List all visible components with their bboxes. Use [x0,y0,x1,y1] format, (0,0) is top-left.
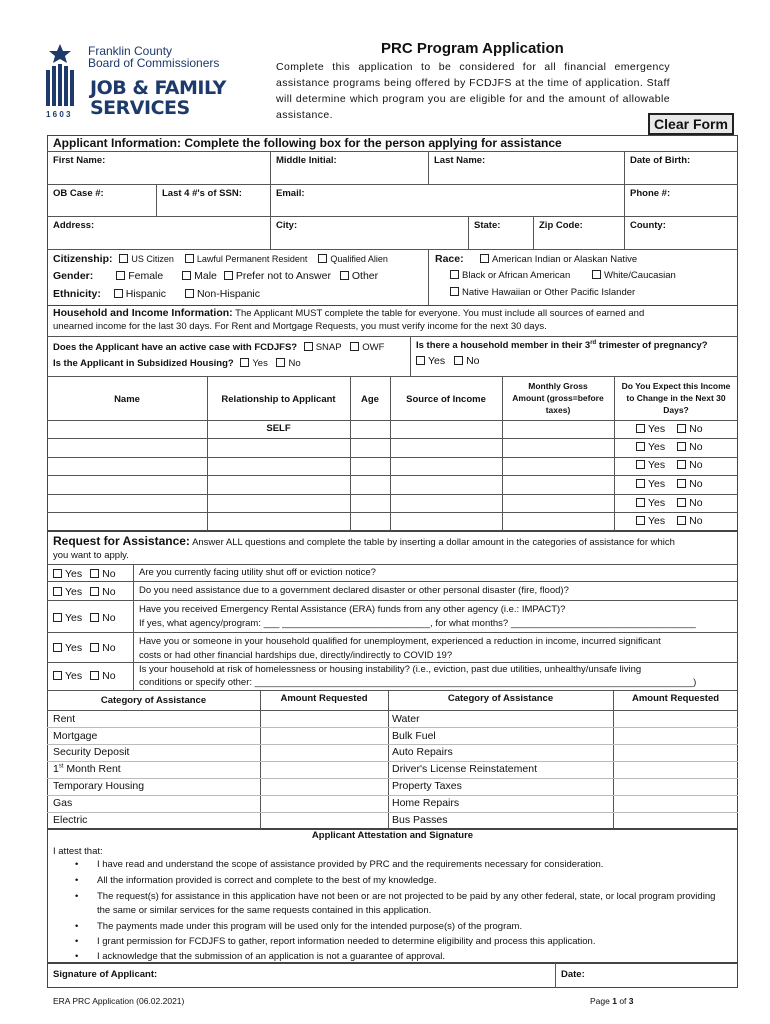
signature-label: Signature of Applicant: [53,969,158,980]
org-line2: Board of Commissioners [88,56,220,70]
phone-label: Phone #: [630,188,671,199]
category-bus-passes: Bus Passes [392,814,448,826]
income-change-row [636,478,703,490]
attestation-list [57,858,717,964]
category-home-repairs: Home Repairs [392,797,460,809]
q4-text-line1: Have you or someone in your household qualified for unemployment, experienced a reduction in income, incurred significant [139,636,661,647]
page-number: Page 1 of 3 [590,996,634,1006]
gender-row: Gender: Female Male Prefer not to Answer Other [53,270,379,282]
ssn-label: Last 4 #'s of SSN: [162,188,242,199]
pregnancy-question: Is there a household member in their 3rd trimester of pregnancy? [416,340,708,352]
attestation-item: • The payments made under this program will be used only for the intended purpose(s) of the program. [57,920,717,934]
courthouse-icon [42,42,78,112]
subsidized-question: Is the Applicant in Subsidized Housing? Yes No [53,358,301,369]
q2-yes-checkbox[interactable]: Yes [53,586,82,598]
self-cell: SELF [266,423,291,434]
income-change-row [636,423,703,435]
category-license: Driver's License Reinstatement [392,763,537,775]
state-label: State: [474,220,501,231]
active-case-question: Does the Applicant have an active case with FCDJFS? SNAP OWF [53,342,385,353]
q1-no-checkbox[interactable]: No [90,568,115,580]
income-change-no-checkbox[interactable]: No [677,459,702,471]
clear-form-button[interactable]: Clear Form [648,113,734,135]
col-name-header: Name [114,394,140,405]
category-temporary-housing: Temporary Housing [53,780,145,792]
attestation-item: • All the information provided is correct and complete to the best of my knowledge. [57,874,717,888]
income-change-yes-checkbox[interactable]: Yes [636,478,665,490]
q1-yes-checkbox[interactable]: Yes [53,568,82,580]
founded-year: 1 6 0 3 [46,110,71,119]
citizenship-row: Citizenship: US Citizen Lawful Permanent Resident Qualified Alien [53,253,388,265]
category-header-left: Category of Assistance [100,695,207,706]
q3-options [53,612,116,624]
gender-prefer-not-checkbox[interactable]: Prefer not to Answer [224,270,331,282]
q2-no-checkbox[interactable]: No [90,586,115,598]
category-security-deposit: Security Deposit [53,746,130,758]
amount-header-right: Amount Requested [631,693,720,704]
income-change-no-checkbox[interactable]: No [677,478,702,490]
ethnicity-hispanic-checkbox[interactable]: Hispanic [114,288,166,300]
income-change-row [636,515,703,527]
q4-options [53,642,116,654]
county-label: County: [630,220,666,231]
subsidized-no-checkbox[interactable]: No [276,358,300,369]
category-electric: Electric [53,814,88,826]
income-change-no-checkbox[interactable]: No [677,423,702,435]
form-id: ERA PRC Application (06.02.2021) [53,996,185,1006]
household-desc2: unearned income for the last 30 days. For Rent and Mortgage Requests, you must verify income for the next 30 days. [53,321,547,332]
col-age-header: Age [361,394,379,405]
zip-label: Zip Code: [539,220,583,231]
category-bulk-fuel: Bulk Fuel [392,730,436,742]
q2-options [53,586,116,598]
q3-no-checkbox[interactable]: No [90,612,115,624]
household-title-line: Household and Income Information: The Applicant MUST complete the table for everyone. You must include all sources of earned and [53,307,645,319]
pregnancy-yes-checkbox[interactable]: Yes [416,355,445,367]
applicant-section-title: Applicant Information: Complete the following box for the person applying for assistance [53,136,562,150]
income-change-row [636,441,703,453]
dob-label: Date of Birth: [630,155,691,166]
gender-male-checkbox[interactable]: Male [182,270,217,282]
q1-text: Are you currently facing utility shut off or eviction notice? [139,567,376,578]
attestation-item: • I acknowledge that the submission of an application is not a guarantee of approval. [57,950,717,964]
owf-checkbox[interactable]: OWF [350,342,384,353]
last-name-label: Last Name: [434,155,486,166]
citizenship-lpr-checkbox[interactable]: Lawful Permanent Resident [185,253,308,265]
subsidized-yes-checkbox[interactable]: Yes [240,358,268,369]
attestation-intro: I attest that: [53,846,103,857]
org-line1: Franklin County [88,44,173,58]
attestation-title: Applicant Attestation and Signature [311,830,474,841]
request-title-line: Request for Assistance: Answer ALL questions and complete the table by inserting a dollar amount in the categories of assistance for which [53,534,675,548]
city-label: City: [276,220,298,231]
ethnicity-row: Ethnicity: Hispanic Non-Hispanic [53,288,260,300]
q5-text-line1: Is your household at risk of homelessness or housing instability? (i.e., eviction, past due utilities, unhealthy/unsafe living [139,664,642,675]
category-mortgage: Mortgage [53,730,98,742]
income-change-no-checkbox[interactable]: No [677,497,702,509]
pregnancy-no-checkbox[interactable]: No [454,355,479,367]
amount-header-left: Amount Requested [280,693,368,704]
race-pacific-islander-checkbox[interactable]: Native Hawaiian or Other Pacific Islander [450,287,635,298]
q3-text-line1: Have you received Emergency Rental Assistance (ERA) funds from any other agency (i.e.: IMPACT)? [139,604,566,615]
q5-options [53,670,116,682]
brand-line1: JOB & FAMILY [90,77,226,99]
income-change-yes-checkbox[interactable]: Yes [636,441,665,453]
col-relationship-header: Relationship to Applicant [221,394,336,405]
category-rent: Rent [53,713,76,725]
category-gas: Gas [53,797,73,809]
income-change-yes-checkbox[interactable]: Yes [636,515,665,527]
attestation-item: • I have read and understand the scope of assistance provided by PRC and the requirements necessary for consideration. [57,858,717,872]
intro-text: Complete this application to be considered for all financial emergency assistance programs being offered by FCDJFS at the time of application. Staff will determine which program you are eligible for and the amount of allowable assistance. [276,61,670,121]
brand-line2: SERVICES [90,97,190,119]
address-label: Address: [53,220,95,231]
race-white-checkbox[interactable]: White/Caucasian [592,270,676,281]
category-water: Water [392,713,420,725]
category-property-taxes: Property Taxes [392,780,462,792]
race-label: Race: [435,253,464,265]
q3-yes-checkbox[interactable]: Yes [53,612,82,624]
pregnancy-options [416,355,480,367]
income-change-row [636,459,703,471]
attestation-item: • I grant permission for FCDJFS to gather, report information needed to determine eligibility and process this application. [57,935,717,949]
income-change-yes-checkbox[interactable]: Yes [636,497,665,509]
household-section [47,305,738,531]
gender-other-checkbox[interactable]: Other [340,270,378,282]
income-change-no-checkbox[interactable]: No [677,441,702,453]
ob-case-label: OB Case #: [53,188,104,199]
q3-text-line2: If yes, what agency/program: ___ ____________________________, for what months? ___________________________________ [139,618,696,629]
q1-options [53,568,116,580]
attestation-item: • The request(s) for assistance in this application have not been or are not projected to be paid by any other federal, state, or local program providing the same or similar services for the same requests contained in this application. [57,890,717,918]
middle-initial-label: Middle Initial: [276,155,337,166]
q2-text: Do you need assistance due to a government declared disaster or other personal disaster (fire, flood)? [139,585,569,596]
first-name-label: First Name: [53,155,106,166]
race-american-indian-checkbox[interactable]: American Indian or Alaskan Native [480,254,637,265]
q4-no-checkbox[interactable]: No [90,642,115,654]
income-change-yes-checkbox[interactable]: Yes [636,423,665,435]
citizenship-qa-checkbox[interactable]: Qualified Alien [318,253,388,265]
category-auto-repairs: Auto Repairs [392,746,453,758]
category-header-right: Category of Assistance [447,693,554,704]
email-label: Email: [276,188,305,199]
q4-yes-checkbox[interactable]: Yes [53,642,82,654]
ethnicity-non-hispanic-checkbox[interactable]: Non-Hispanic [185,288,260,300]
q4-text-line2: costs or had other financial hardships due, directly/indirectly to COVID 19? [139,650,453,661]
q5-no-checkbox[interactable]: No [90,670,115,682]
col-source-header: Source of Income [406,394,486,405]
q5-yes-checkbox[interactable]: Yes [53,670,82,682]
col-monthly-header: Monthly Gross Amount (gross=before taxes) [512,381,604,415]
page-title: PRC Program Application [381,40,564,57]
income-change-yes-checkbox[interactable]: Yes [636,459,665,471]
gender-female-checkbox[interactable]: Female [116,270,163,282]
category-first-month-rent: 1st Month Rent [53,763,121,775]
income-change-row [636,497,703,509]
col-expect-header: Do You Expect this Income to Change in the Next 30 Days? [621,381,731,415]
request-desc2: you want to apply. [53,550,129,561]
logo [42,42,232,122]
date-label: Date: [561,969,585,980]
race-black-checkbox[interactable]: Black or African American [450,270,570,281]
q5-text-line2: conditions or specify other: ___________________________________________________________________________________) [139,677,697,688]
income-change-no-checkbox[interactable]: No [677,515,702,527]
citizenship-us-checkbox[interactable]: US Citizen [119,253,174,265]
snap-checkbox[interactable]: SNAP [304,342,342,353]
